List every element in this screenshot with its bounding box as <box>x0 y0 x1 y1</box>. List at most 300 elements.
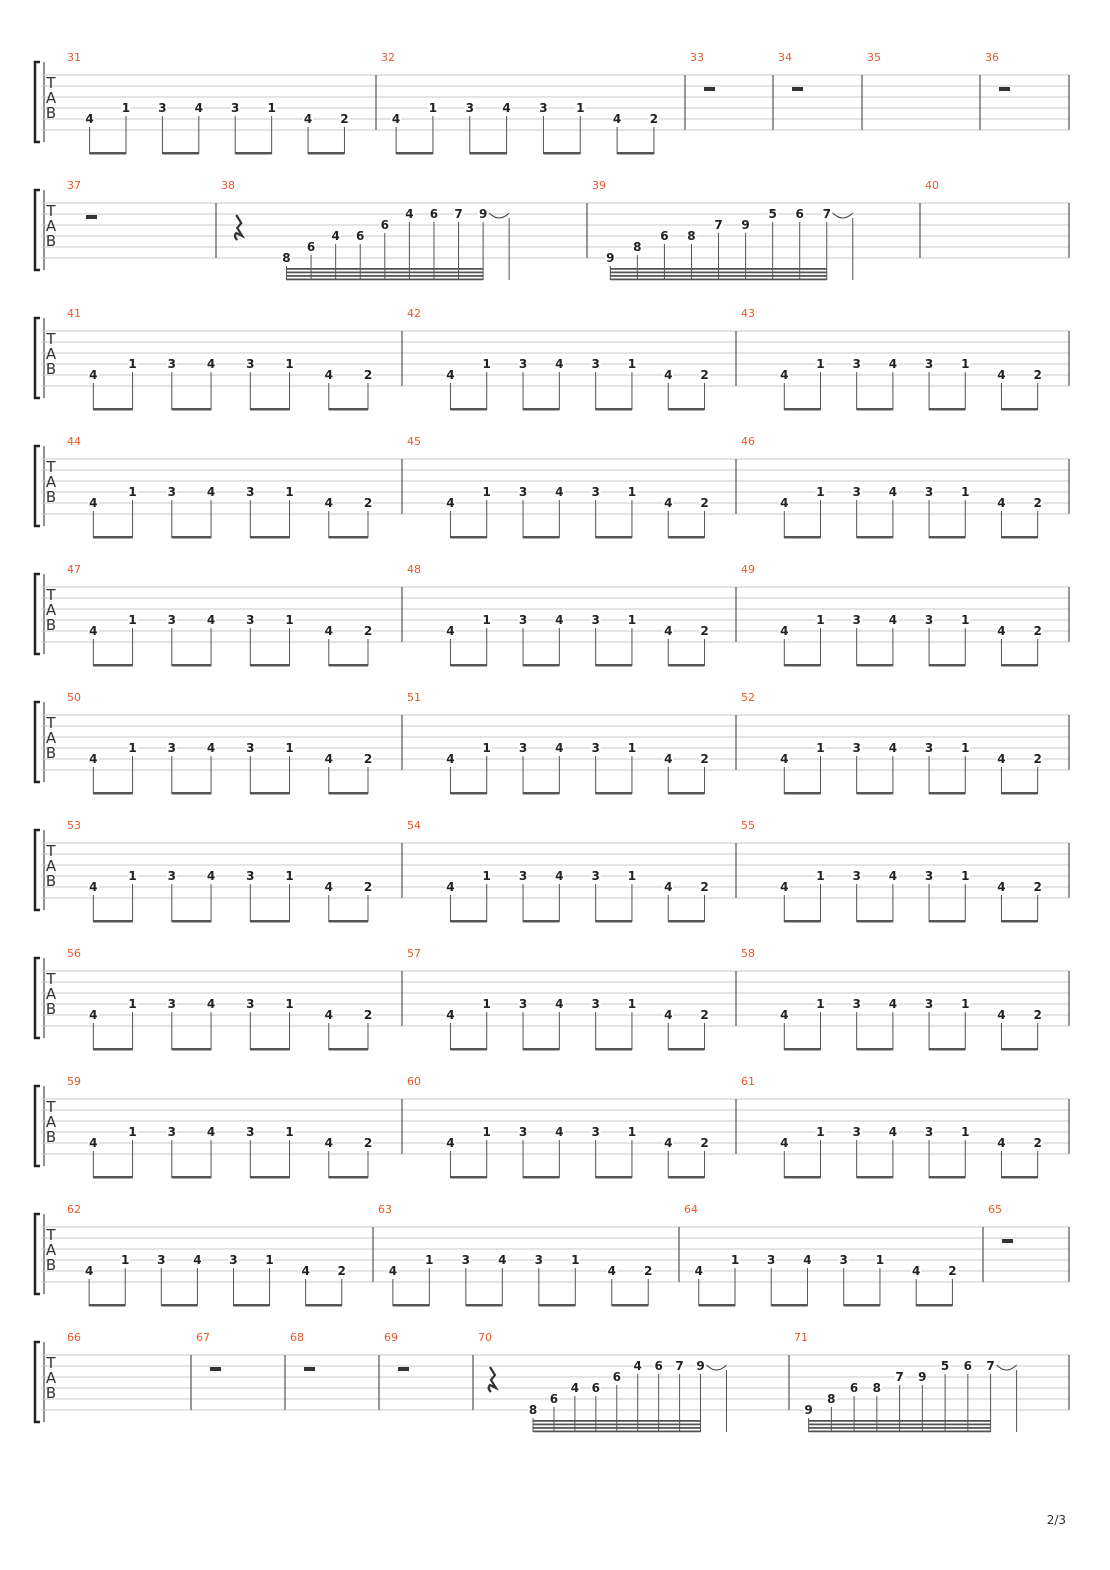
measure <box>407 307 710 411</box>
fret-number: 3 <box>591 613 600 627</box>
fret-number: 8 <box>687 229 696 243</box>
eighth-beam <box>450 792 486 795</box>
measure <box>867 51 881 64</box>
measure-number: 43 <box>741 307 755 320</box>
fret-number: 3 <box>167 1125 176 1139</box>
fret-number: 7 <box>895 1370 904 1384</box>
measure-number: 58 <box>741 947 755 960</box>
fret-number: 2 <box>649 112 659 126</box>
eighth-beam <box>93 1176 132 1179</box>
measure <box>407 435 710 539</box>
eighth-beam <box>93 1048 132 1051</box>
measure <box>794 1331 1017 1432</box>
tab-clef-letter: B <box>45 872 57 890</box>
tab-clef-letter: A <box>45 1369 57 1387</box>
eighth-beam <box>617 152 654 155</box>
fret-number: 3 <box>231 101 240 115</box>
eighth-beam <box>771 1304 807 1307</box>
fret-number: 4 <box>664 624 673 638</box>
measure <box>741 819 1043 923</box>
sixtyfourth-beam <box>533 1424 700 1426</box>
system-bracket <box>35 958 40 1038</box>
eighth-beam <box>668 664 704 667</box>
fret-number: 4 <box>206 741 216 755</box>
eighth-beam <box>668 536 704 539</box>
measure <box>221 179 509 280</box>
eighth-beam <box>172 1048 211 1051</box>
whole-rest-icon <box>792 87 803 91</box>
fret-number: 3 <box>518 997 528 1011</box>
tab-system <box>35 1203 1069 1307</box>
measure <box>67 307 373 411</box>
measure-number: 36 <box>985 51 999 64</box>
measure <box>67 179 97 219</box>
fret-number: 4 <box>303 112 313 126</box>
fret-number: 4 <box>446 880 455 894</box>
measure <box>684 1203 957 1307</box>
fret-number: 3 <box>852 741 861 755</box>
eighth-beam <box>699 1304 735 1307</box>
eighth-beam <box>844 1304 880 1307</box>
sixtyfourth-beam <box>286 279 483 281</box>
fret-number: 6 <box>612 1370 621 1384</box>
fret-number: 2 <box>700 752 709 766</box>
fret-number: 3 <box>924 613 934 627</box>
fret-number: 6 <box>591 1381 601 1395</box>
fret-number: 4 <box>324 1008 333 1022</box>
fret-number: 3 <box>167 485 176 499</box>
measure-number: 33 <box>690 51 704 64</box>
sixtyfourth-beam <box>809 1431 991 1433</box>
fret-number: 1 <box>961 613 970 627</box>
fret-number: 4 <box>997 496 1006 510</box>
fret-number: 4 <box>780 1008 789 1022</box>
eighth-beam <box>596 408 632 411</box>
fret-number: 2 <box>700 1136 709 1150</box>
eighth-beam <box>250 408 289 411</box>
fret-number: 2 <box>1033 1136 1042 1150</box>
eighth-beam <box>784 1048 820 1051</box>
fret-number: 1 <box>576 101 585 115</box>
fret-number: 1 <box>128 997 137 1011</box>
fret-number: 3 <box>158 101 167 115</box>
fret-number: 6 <box>429 207 439 221</box>
measure-number: 66 <box>67 1331 81 1344</box>
sixtyfourth-beam <box>533 1427 700 1429</box>
eighth-beam <box>308 152 344 155</box>
fret-number: 4 <box>780 624 789 638</box>
system-bracket <box>35 830 40 910</box>
measure-number: 64 <box>684 1203 698 1216</box>
fret-number: 3 <box>767 1253 776 1267</box>
system-bracket <box>35 1086 40 1166</box>
measure-number: 49 <box>741 563 755 576</box>
fret-number: 4 <box>324 1136 333 1150</box>
whole-rest-icon <box>999 87 1010 91</box>
measure <box>67 1075 373 1179</box>
eighth-beam <box>929 920 965 923</box>
eighth-beam <box>523 920 559 923</box>
tab-clef-letter: B <box>45 488 57 506</box>
fret-number: 4 <box>997 368 1006 382</box>
eighth-beam <box>393 1304 429 1307</box>
fret-number: 4 <box>555 997 564 1011</box>
fret-number: 1 <box>627 741 637 755</box>
tab-system <box>35 307 1069 411</box>
tab-clef-letter: B <box>45 232 57 250</box>
tab-system <box>35 563 1069 667</box>
eighth-beam <box>90 152 126 155</box>
fret-number: 3 <box>518 741 528 755</box>
fret-number: 7 <box>822 207 831 221</box>
tab-clef-letter: T <box>46 586 56 604</box>
fret-number: 4 <box>607 1264 616 1278</box>
fret-number: 3 <box>246 613 255 627</box>
tab-clef-letter: B <box>45 616 57 634</box>
fret-number: 2 <box>700 880 709 894</box>
fret-number: 3 <box>518 1125 528 1139</box>
fret-number: 1 <box>627 869 637 883</box>
fret-number: 1 <box>428 101 438 115</box>
measure-number: 35 <box>867 51 881 64</box>
fret-number: 2 <box>1033 752 1042 766</box>
tab-clef-letter: T <box>46 202 56 220</box>
fret-number: 4 <box>997 880 1006 894</box>
fret-number: 1 <box>128 613 137 627</box>
fret-number: 4 <box>324 880 333 894</box>
tab-clef-letter: T <box>46 714 56 732</box>
measure <box>384 1331 409 1371</box>
whole-rest-icon <box>304 1367 315 1371</box>
fret-number: 3 <box>539 101 548 115</box>
eighth-beam <box>329 1048 368 1051</box>
eighth-beam <box>162 152 198 155</box>
eighth-beam <box>596 664 632 667</box>
fret-number: 8 <box>528 1403 538 1417</box>
eighth-beam <box>596 920 632 923</box>
fret-number: 4 <box>888 613 898 627</box>
fret-number: 1 <box>816 1125 825 1139</box>
eighth-beam <box>396 152 433 155</box>
measure <box>407 563 710 667</box>
fret-number: 4 <box>997 1008 1006 1022</box>
fret-number: 1 <box>816 613 825 627</box>
fret-number: 4 <box>570 1381 580 1395</box>
eighth-beam <box>1001 920 1037 923</box>
tab-clef-letter: B <box>45 1256 57 1274</box>
fret-number: 1 <box>961 485 970 499</box>
fret-number: 9 <box>478 207 488 221</box>
page-number: 2/3 <box>1046 1513 1066 1527</box>
fret-number: 2 <box>700 496 709 510</box>
eighth-beam <box>784 664 820 667</box>
fret-number: 2 <box>700 624 709 638</box>
measure <box>67 563 373 667</box>
fret-number: 1 <box>627 357 637 371</box>
fret-number: 4 <box>84 1264 94 1278</box>
system-bracket <box>35 446 40 526</box>
fret-number: 2 <box>700 1008 709 1022</box>
eighth-beam <box>929 1176 965 1179</box>
fret-number: 4 <box>780 1136 789 1150</box>
fret-number: 4 <box>85 112 94 126</box>
tab-clef-letter: T <box>46 1354 56 1372</box>
fret-number: 1 <box>816 997 825 1011</box>
tab-clef-letter: A <box>45 89 57 107</box>
fret-number: 1 <box>875 1253 885 1267</box>
eighth-beam <box>668 1176 704 1179</box>
fret-number: 3 <box>591 1125 600 1139</box>
fret-number: 3 <box>924 357 934 371</box>
fret-number: 4 <box>664 1008 673 1022</box>
fret-number: 4 <box>888 741 898 755</box>
measure <box>67 1331 81 1344</box>
fret-number: 1 <box>961 1125 970 1139</box>
fret-number: 3 <box>924 869 934 883</box>
measure-number: 56 <box>67 947 81 960</box>
eighth-beam <box>329 1176 368 1179</box>
fret-number: 1 <box>267 101 276 115</box>
fret-number: 4 <box>331 229 340 243</box>
tab-clef-letter: A <box>45 473 57 491</box>
eighth-beam <box>668 920 704 923</box>
eighth-beam <box>784 1176 820 1179</box>
eighth-beam <box>250 920 289 923</box>
fret-number: 2 <box>1033 496 1042 510</box>
measure <box>407 819 710 923</box>
eighth-beam <box>1001 792 1037 795</box>
eighth-beam <box>596 1176 632 1179</box>
system-bracket <box>35 190 40 270</box>
fret-number: 1 <box>627 997 637 1011</box>
measure-number: 31 <box>67 51 81 64</box>
eighth-beam <box>784 920 820 923</box>
measure <box>690 51 715 91</box>
fret-number: 1 <box>482 613 491 627</box>
eighth-beam <box>329 792 368 795</box>
fret-number: 4 <box>780 496 789 510</box>
sixtyfourth-beam <box>286 268 483 270</box>
fret-number: 2 <box>1033 368 1042 382</box>
eighth-beam <box>857 408 893 411</box>
fret-number: 4 <box>664 368 673 382</box>
fret-number: 4 <box>89 1136 98 1150</box>
fret-number: 1 <box>265 1253 274 1267</box>
fret-number: 3 <box>534 1253 543 1267</box>
fret-number: 1 <box>627 485 637 499</box>
fret-number: 2 <box>363 752 373 766</box>
measure-number: 62 <box>67 1203 81 1216</box>
fret-number: 4 <box>803 1253 812 1267</box>
fret-number: 2 <box>1033 1008 1042 1022</box>
eighth-beam <box>93 408 132 411</box>
measure <box>478 1331 727 1432</box>
sixtyfourth-beam <box>286 272 483 274</box>
measure-number: 52 <box>741 691 755 704</box>
eighth-beam <box>523 536 559 539</box>
sixtyfourth-beam <box>610 279 826 281</box>
fret-number: 1 <box>285 997 294 1011</box>
system-bracket <box>35 1214 40 1294</box>
system-bracket <box>35 702 40 782</box>
tab-clef-letter: B <box>45 104 57 122</box>
tab-clef-letter: B <box>45 1384 57 1402</box>
measure-number: 42 <box>407 307 421 320</box>
fret-number: 4 <box>89 1008 98 1022</box>
eighth-beam <box>784 792 820 795</box>
eighth-beam <box>929 536 965 539</box>
fret-number: 3 <box>157 1253 166 1267</box>
fret-number: 4 <box>206 613 216 627</box>
fret-number: 3 <box>246 1125 255 1139</box>
fret-number: 4 <box>694 1264 703 1278</box>
fret-number: 1 <box>128 1125 137 1139</box>
fret-number: 4 <box>388 1264 398 1278</box>
eighth-beam <box>172 792 211 795</box>
fret-number: 3 <box>839 1253 848 1267</box>
fret-number: 4 <box>888 485 898 499</box>
whole-rest-icon <box>1002 1239 1013 1243</box>
fret-number: 3 <box>852 1125 861 1139</box>
fret-number: 3 <box>591 741 600 755</box>
fret-number: 2 <box>948 1264 957 1278</box>
fret-number: 4 <box>405 207 414 221</box>
fret-number: 4 <box>446 1008 455 1022</box>
fret-number: 1 <box>285 485 294 499</box>
fret-number: 1 <box>961 869 970 883</box>
fret-number: 4 <box>997 624 1006 638</box>
fret-number: 7 <box>454 207 463 221</box>
fret-number: 1 <box>121 101 131 115</box>
tab-clef-letter: T <box>46 970 56 988</box>
fret-number: 4 <box>888 1125 898 1139</box>
eighth-beam <box>470 152 507 155</box>
fret-number: 1 <box>961 357 970 371</box>
fret-number: 3 <box>518 869 528 883</box>
fret-number: 1 <box>482 869 491 883</box>
fret-number: 3 <box>167 997 176 1011</box>
eighth-beam <box>523 792 559 795</box>
fret-number: 2 <box>700 368 709 382</box>
fret-number: 4 <box>888 869 898 883</box>
measure <box>985 51 1010 91</box>
eighth-beam <box>916 1304 952 1307</box>
fret-number: 3 <box>246 997 255 1011</box>
fret-number: 4 <box>324 624 333 638</box>
eighth-beam <box>172 664 211 667</box>
fret-number: 4 <box>206 997 216 1011</box>
fret-number: 3 <box>246 741 255 755</box>
eighth-beam <box>250 1048 289 1051</box>
fret-number: 4 <box>664 1136 673 1150</box>
system-bracket <box>35 1342 40 1422</box>
fret-number: 1 <box>285 357 294 371</box>
fret-number: 4 <box>633 1359 642 1373</box>
fret-number: 8 <box>633 240 642 254</box>
eighth-beam <box>250 664 289 667</box>
eighth-beam <box>1001 664 1037 667</box>
fret-number: 3 <box>924 741 934 755</box>
fret-number: 2 <box>363 880 373 894</box>
eighth-beam <box>306 1304 342 1307</box>
fret-number: 3 <box>591 869 600 883</box>
fret-number: 2 <box>340 112 349 126</box>
fret-number: 4 <box>555 741 564 755</box>
tab-clef-letter: T <box>46 330 56 348</box>
fret-number: 4 <box>780 752 789 766</box>
eighth-beam <box>1001 536 1037 539</box>
eighth-beam <box>450 920 486 923</box>
fret-number: 6 <box>356 229 365 243</box>
measure-number: 47 <box>67 563 81 576</box>
eighth-beam <box>612 1304 648 1307</box>
measure <box>741 947 1043 1051</box>
eighth-beam <box>784 536 820 539</box>
tab-clef-letter: A <box>45 857 57 875</box>
eighth-beam <box>857 1048 893 1051</box>
eighth-beam <box>250 792 289 795</box>
fret-number: 4 <box>446 496 455 510</box>
measure <box>741 307 1043 411</box>
eighth-beam <box>929 408 965 411</box>
eighth-beam <box>929 1048 965 1051</box>
fret-number: 3 <box>852 613 861 627</box>
eighth-beam <box>543 152 580 155</box>
fret-number: 4 <box>324 368 333 382</box>
fret-number: 4 <box>664 752 673 766</box>
tab-clef-letter: T <box>46 1098 56 1116</box>
measure <box>925 179 939 192</box>
fret-number: 4 <box>446 624 455 638</box>
fret-number: 1 <box>482 1125 491 1139</box>
fret-number: 9 <box>918 1370 927 1384</box>
eighth-beam <box>93 664 132 667</box>
tab-clef-letter: A <box>45 985 57 1003</box>
eighth-beam <box>596 1048 632 1051</box>
tab-clef-letter: A <box>45 217 57 235</box>
fret-number: 1 <box>627 613 637 627</box>
fret-number: 1 <box>425 1253 434 1267</box>
eighth-beam <box>1001 408 1037 411</box>
fret-number: 1 <box>482 741 491 755</box>
sixtyfourth-beam <box>533 1420 700 1422</box>
eighth-beam <box>450 1176 486 1179</box>
measure-number: 57 <box>407 947 421 960</box>
eighth-beam <box>784 408 820 411</box>
sixtyfourth-beam <box>809 1420 991 1422</box>
fret-number: 4 <box>206 357 216 371</box>
fret-number: 6 <box>380 218 389 232</box>
fret-number: 1 <box>128 741 137 755</box>
fret-number: 3 <box>591 485 600 499</box>
measure <box>407 947 710 1051</box>
fret-number: 2 <box>644 1264 653 1278</box>
eighth-beam <box>857 664 893 667</box>
fret-number: 2 <box>363 368 373 382</box>
fret-number: 4 <box>888 997 898 1011</box>
fret-number: 2 <box>363 1008 373 1022</box>
tab-clef-letter: B <box>45 360 57 378</box>
fret-number: 1 <box>482 997 491 1011</box>
measure <box>67 435 373 539</box>
fret-number: 3 <box>591 997 600 1011</box>
eighth-beam <box>450 664 486 667</box>
measure-number: 68 <box>290 1331 304 1344</box>
eighth-beam <box>523 664 559 667</box>
tab-clef-letter: B <box>45 744 57 762</box>
fret-number: 1 <box>285 1125 294 1139</box>
fret-number: 2 <box>1033 880 1042 894</box>
